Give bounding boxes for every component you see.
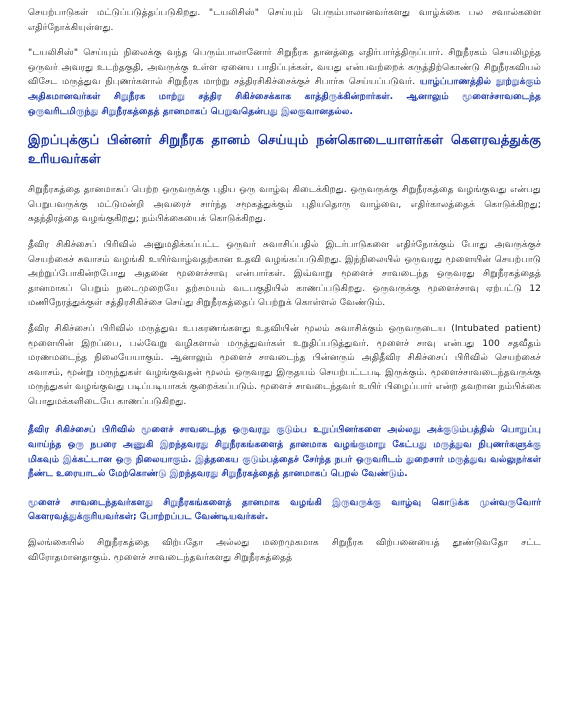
icu-equipment-paragraph: தீவிர சிகிச்சைப் பிரிவில் மருத்துவ உபகரணங்களது உதவியின் மூலம் சுவாசிக்கும் ஒருவருடைய (Intubated patient) மூளையின் இறப்பை, பல்வேறு வழிகளால் மருத்துவர்கள் உறுதிப்படுத்துவர். மூளைச் சாவு என்பது 100 சதவீதம் மரணமடைந்த நிலையேயாகும். ஆனாலும் மூளைச் சாவடைந்த பின்னரும் அதிதீவிர சிகிச்சைப் பிரிவில் செயற்கைச் சுவாசம், மூன்று மருந்துகள் வழங்குவதன் மூலம் ஒருவரது இருதயம் செயற்பட்டபடி இருக்கும். மூளைச்சாவடைந்தவருக்கு மருந்துகள் வழங்குவது படிப்படியாகக் குறைக்கப்படும். மூளைச் சாவடைந்தவர் உயிர் பிழைப்பார் என்ற தவறான நம்பிக்கை பொதுமக்களிடையே காணப்படுகிறது.: [28, 322, 541, 407]
intro-paragraph: செயற்பாடுகள் மட்டுப்படுத்தப்படுகிறது. "டயலிசிஸ்" செய்யும் பெரும்பாலானவர்களது வாழ்க்கை பல சவால்களை எதிர்நோக்கியுள்ளது.: [28, 7, 541, 33]
legal-paragraph: இலங்கையில் சிறுநீரகத்தை விற்பதோ அல்லது மறைமுகமாக சிறுநீரக விற்பனையைத் தூண்டுவதோ சட்ட விரோதமானதாகும். மூளைச் சாவடைந்தவர்களது சிறுநீரகத்தைத்: [28, 537, 541, 563]
new-life-paragraph: சிறுநீரகத்தை தானமாகப் பெற்ற ஒருவருக்கு புதிய ஒரு வாழ்வு கிடைக்கிறது. ஒருவருக்கு சிறுநீரகத்தை வழங்குவது என்பது பெறுபவருக்கு மட்டுமன்றி அவரைச் சார்ந்த சமூகத்துக்கும் புதியதொரு வாழ்வை, எதிர்காலத்தைக் கொடுக்கிறது; சுதந்திரத்தை வழங்குகிறது; நம்பிக்கையைக் கொடுக்கிறது.: [28, 184, 541, 225]
icu-breathing-paragraph: தீவிர சிகிச்சைப் பிரிவில் அனுமதிக்கப்பட்ட ஒருவர் சுவாசிப்பதில் இடர்பாடுகளை எதிர்நோக்கும் போது அவருக்குச் செயற்கைச் சுவாசம் வழங்கி உயிர்வாழ்வதற்கான உதவி வழங்கப்படுகிறது. இந்நிலையில் ஒருவரது மூளையின் செயற்பாடு அற்றுப்போகின்றபோது அதனை மூளைச்சாவு என்பார்கள். இவ்வாறு மூளைச் சாவடைந்த ஒருவரது சிறுநீரகத்தைத் தானமாகப் பெறும் நடைமுறையே தற்சமயம் வடபகுதியில் காணப்படுகிறது. ஒருவருக்கு மூளைச்சாவு ஏற்பட்டு 12 மணிநேரத்துக்குள் சத்திரசிகிச்சை செய்து சிறுநீரகத்தைப் பெற்றுக் கொள்ளல் வேண்டும்.: [28, 238, 541, 309]
donors-honour-paragraph: மூளைச் சாவடைந்தவர்களது சிறுநீரகங்களைத் தானமாக வழங்கி இருவருக்கு வாழ்வு கொடுக்க முன்வருவோர் கௌரவத்துக்குரியவர்கள்; போற்றப்பட வேண்டியவர்கள்.: [28, 496, 541, 523]
dialysis-paragraph-highlight: யாழ்ப்பாணத்தில் நூற்றுக்கும் அதிகமானவர்கள் சிறுநீரக மாற்று சத்திர சிகிச்சைக்காக காத்திருக்கின்றார்கள். ஆனாலும் மூளைச்சாவடைந்த ஒருவரிடமிருந்து சிறுநீரகத்தைத் தானமாகப் பெறுவதென்பது இலகுவானதல்ல.: [28, 76, 541, 117]
dialysis-paragraph-text: "டயலிசிஸ்" செய்யும் நிலைக்கு வந்த பெரும்பாலானோர் சிறுநீரக தானத்தை எதிர்பார்த்திருப்பார். சிறுநீரகம் செயலிழந்த ஒருவர் அவரது உடற்தகுதி, அவருக்கு உள்ள ஏனைய பாதிப்புக்கள், வயது என்பவற்றைக் கருத்திற்கொண்டு சிறுநீரகவியல் விசேட மருத்துவ நிபுணர்களால் சிறுநீரக மாற்று சத்திரசிகிச்சைக்குச் சிபார்சு செய்யப்படுவர்.: [28, 47, 541, 88]
family-consent-paragraph: தீவிர சிகிச்சைப் பிரிவில் மூளைச் சாவடைந்த ஒருவரது குடும்ப உறுப்பினர்களை அல்லது அக்குடும்பத்தில் பொறுப்பு வாய்ந்த ஒரு நபரை அணுகி இறந்தவரது சிறுநீரகங்களைத் தானமாக வழங்குமாறு கேட்பது மருத்துவ நிபுணர்களுக்கு மிகவும் இக்கட்டான ஒரு நிலையாகும். இத்தகைய குடும்பத்தைச் சேர்ந்த நபர் ஒருவரிடம் துறைசார் மருத்துவ வல்லுநர்கள் நீண்ட உரையாடல் மேற்கொண்டு இறந்தவரது சிறுநீரகத்தைத் தானமாகப் பெறல் வேண்டும்.: [28, 424, 541, 480]
section-heading: இறப்புக்குப் பின்னர் சிறுநீரக தானம் செய்யும் நன்கொடையாளர்கள் கௌரவத்துக்கு உரியவர்கள்: [28, 133, 541, 168]
dialysis-paragraph: [28, 46, 541, 119]
